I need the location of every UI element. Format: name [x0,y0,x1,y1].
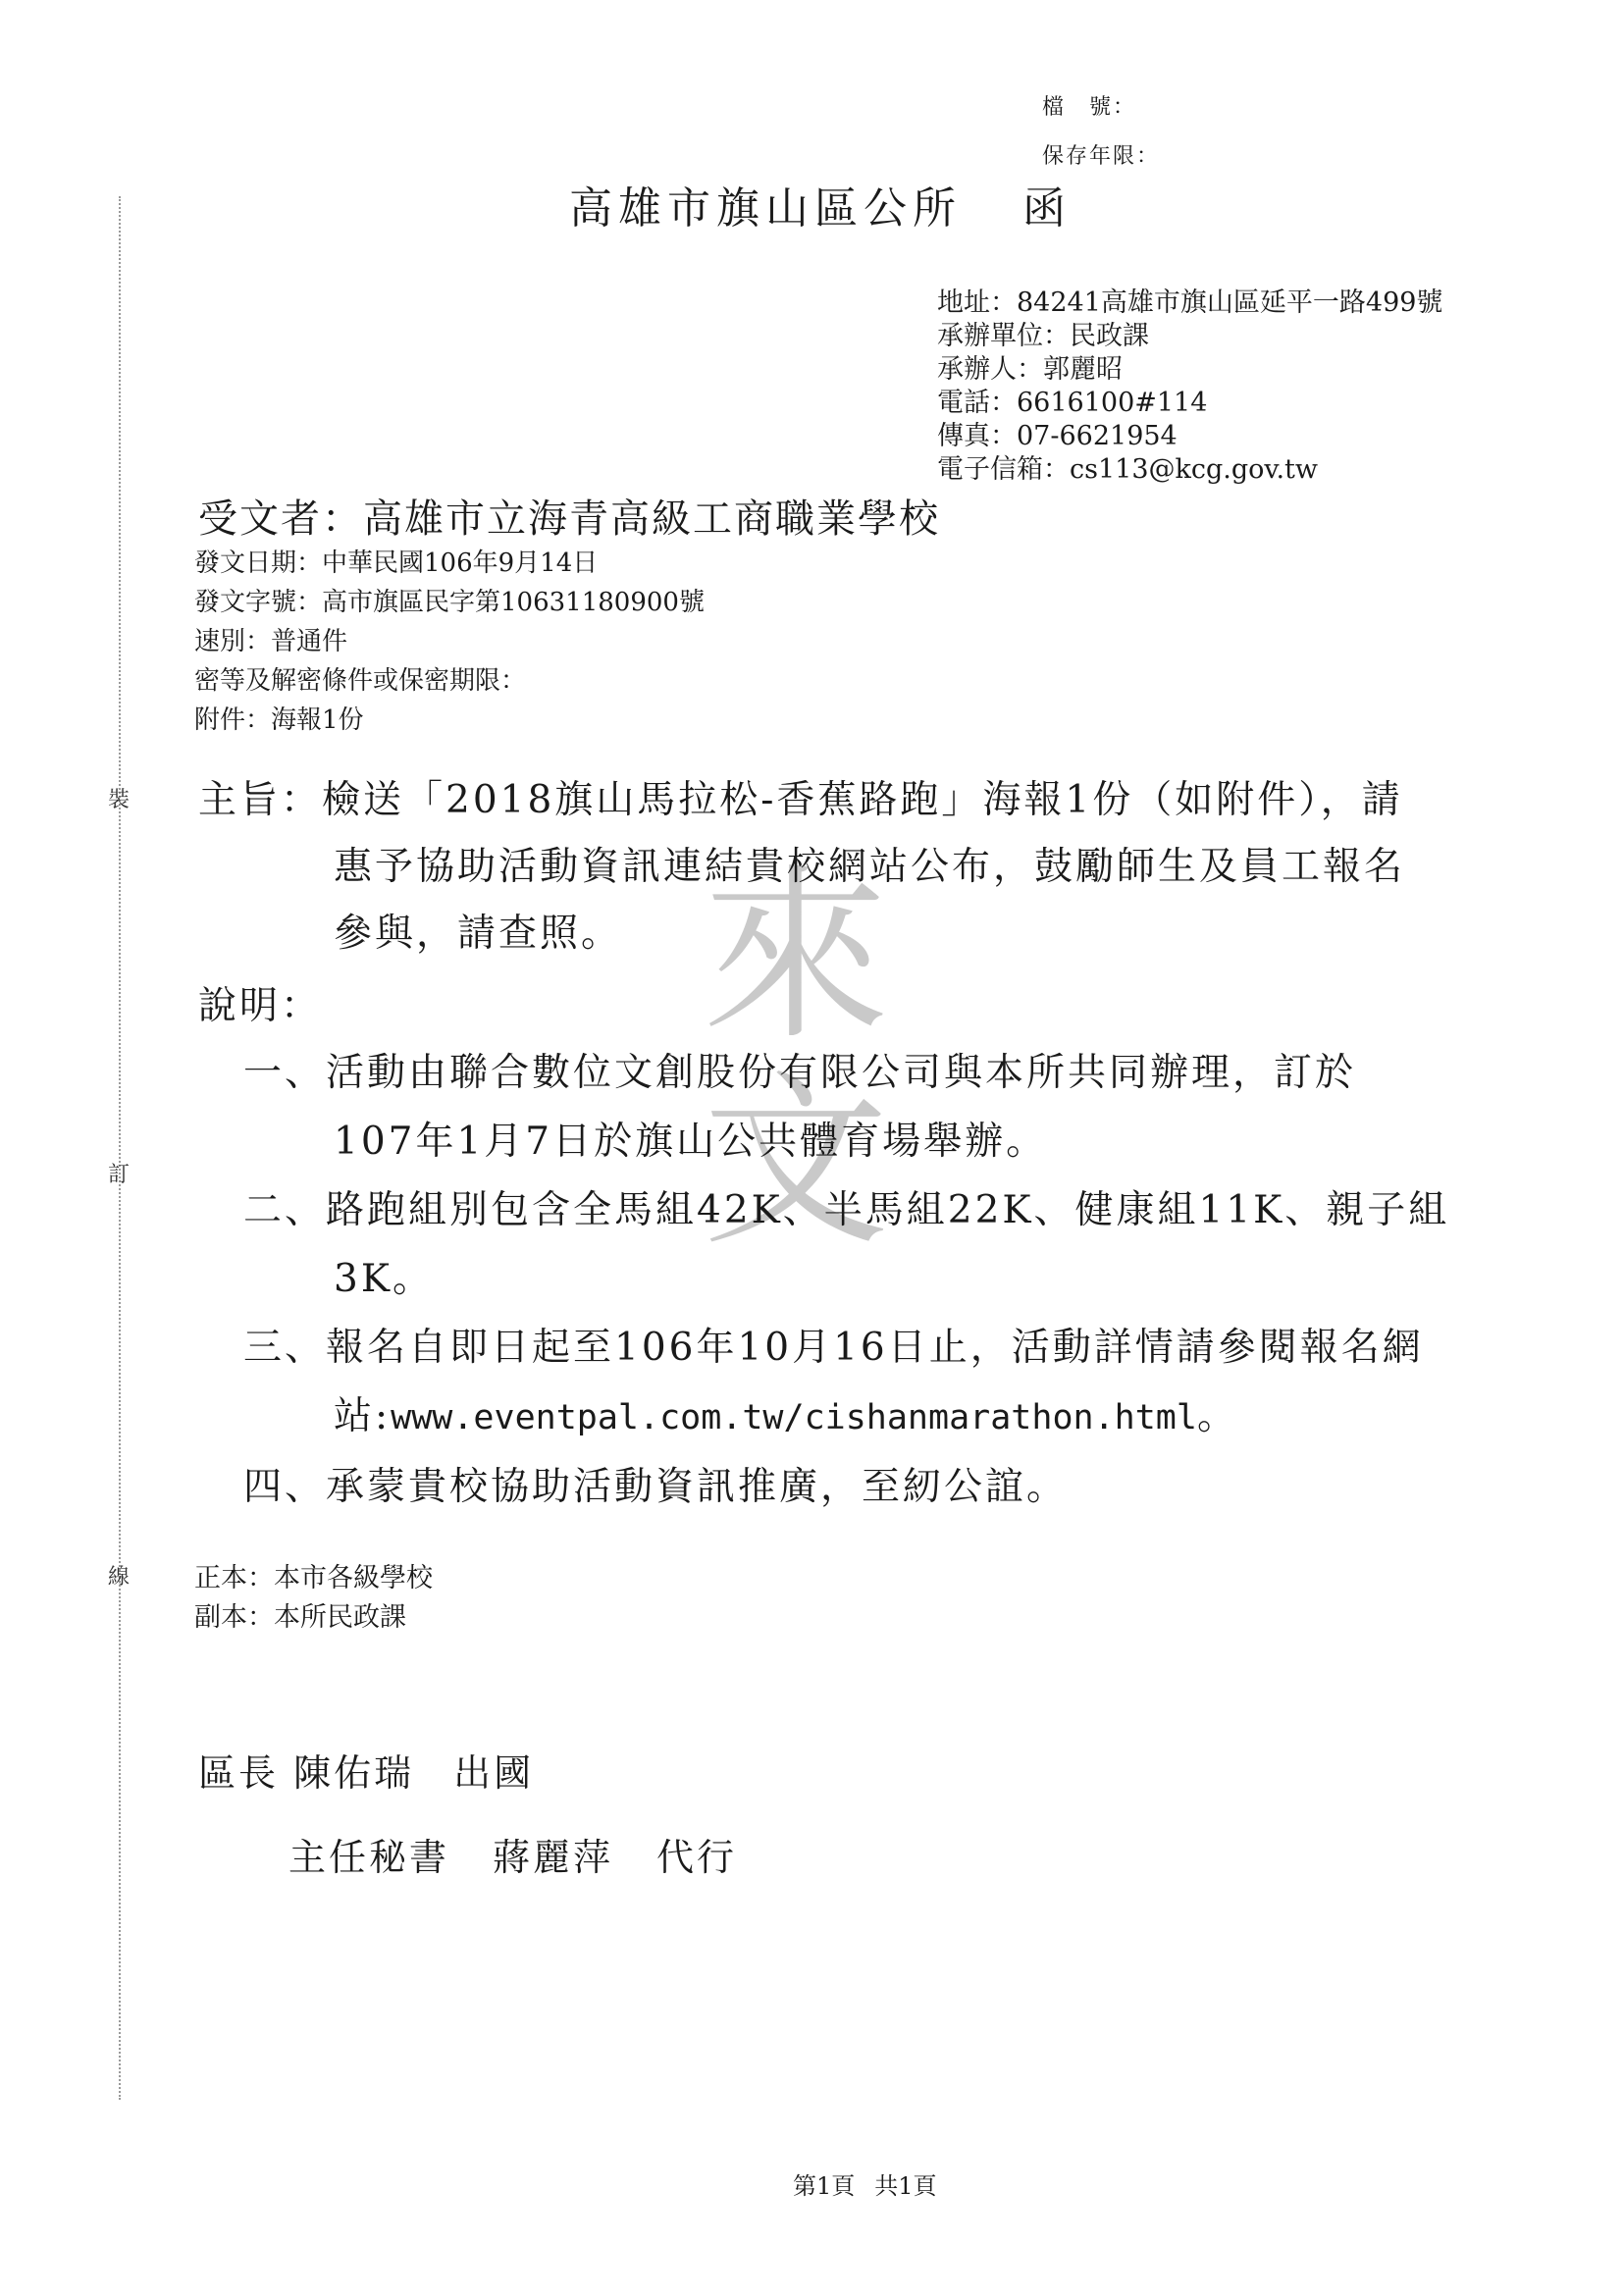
explanation-item-1-line-2: 107年1月7日於旗山公共體育場舉辦。 [334,1120,1048,1164]
binding-margin-line [119,196,121,2100]
contact-address: 地址：84241高雄市旗山區延平一路499號 [937,287,1443,318]
binding-char-zhuang: 裝 [108,788,131,812]
subject-line-1: 主旨：檢送「2018旗山馬拉松-香蕉路跑」海報1份（如附件），請 [198,778,1403,822]
retention-period-label: 保存年限： [1042,144,1161,169]
contact-officer: 承辦人：郭麗昭 [937,354,1123,385]
registration-url: www.eventpal.com.tw/cishanmarathon.html [391,1398,1197,1437]
document-title [569,173,1072,235]
signature-chief-secretary [288,1827,737,1881]
delivery-speed: 速別：普通件 [194,627,348,656]
signature-name-2: 蔣麗萍 [493,1836,614,1879]
explanation-item-4: 四、承蒙貴校協助活動資訊推廣，至紉公誼。 [243,1465,1069,1509]
document-type: 函 [1022,183,1072,234]
explanation-item-1-line-1: 一、活動由聯合數位文創股份有限公司與本所共同辦理，訂於 [243,1051,1357,1095]
page-footer [793,2166,937,2201]
original-recipients: 正本：本市各級學校 [194,1563,433,1593]
signature-title-2: 主任秘書 [288,1836,450,1879]
subject-line-3: 參與，請查照。 [334,912,623,956]
explanation-item-3-url-suffix: 。 [1196,1394,1238,1438]
signature-title-1: 區長 [198,1751,280,1795]
contact-phone: 電話：6616100#114 [937,388,1208,418]
receipt-stamp-char-1: 來 [703,848,890,1065]
contact-fax: 傳真：07-6621954 [937,421,1178,451]
contact-unit: 承辦單位：民政課 [937,321,1149,351]
signature-district-chief [198,1743,534,1797]
contact-email: 電子信箱：cs113@kcg.gov.tw [937,454,1318,485]
issue-number: 發文字號：高市旗區民字第10631180900號 [194,588,705,617]
issue-date: 發文日期：中華民國106年9月14日 [194,548,599,578]
recipient: 受文者：高雄市立海青高級工商職業學校 [198,496,940,542]
explanation-label: 說明： [198,984,323,1028]
signature-note-2: 代行 [656,1836,738,1879]
copy-recipients: 副本：本所民政課 [194,1602,406,1633]
receipt-stamp-char-2: 文 [703,1054,890,1271]
signature-note-1: 出國 [453,1751,535,1795]
binding-char-ding: 訂 [108,1163,131,1187]
explanation-item-3-url-prefix: 站: [334,1394,392,1438]
security-level: 密等及解密條件或保密期限： [194,666,527,696]
issuing-org: 高雄市旗山區公所 [569,183,962,234]
explanation-item-2-line-1: 二、路跑組別包含全馬組42K、半馬組22K、健康組11K、親子組 [243,1188,1450,1232]
explanation-item-3-line-1: 三、報名自即日起至106年10月16日止，活動詳情請參閱報名網 [243,1326,1424,1370]
attachment: 附件：海報1份 [194,705,364,735]
explanation-item-3-line-2 [334,1385,1238,1440]
explanation-item-2-line-2: 3K。 [334,1257,434,1301]
page-number: 第1頁 [793,2172,856,2200]
page-total: 共1頁 [874,2172,937,2200]
subject-line-2: 惠予協助活動資訊連結貴校網站公布，鼓勵師生及員工報名 [334,845,1406,889]
file-number-label: 檔 號： [1042,95,1137,120]
signature-name-1: 陳佑瑞 [293,1751,415,1795]
binding-char-xian: 線 [108,1565,131,1590]
